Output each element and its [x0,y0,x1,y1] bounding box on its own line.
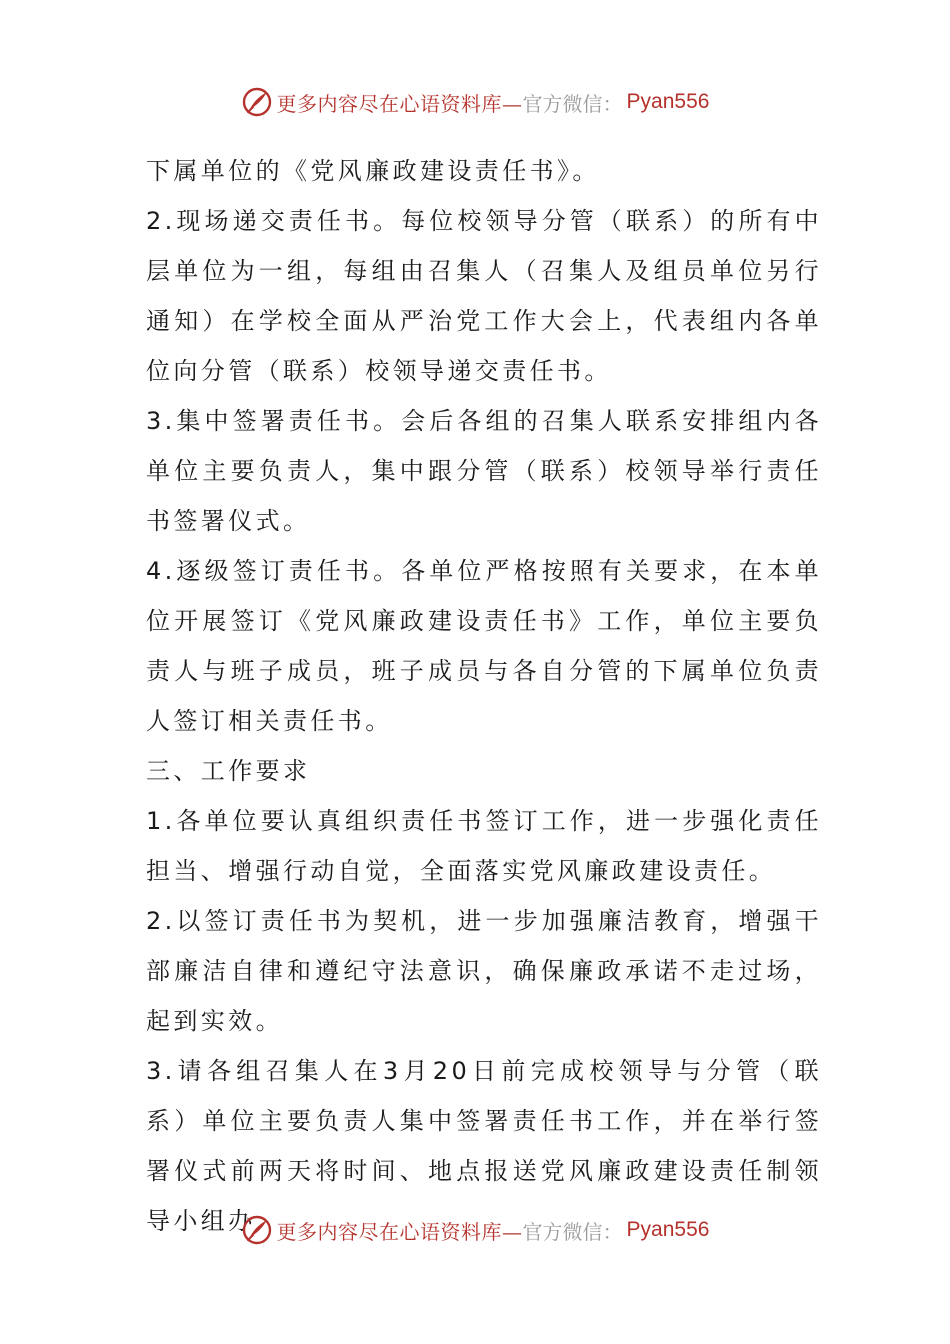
quill-logo-icon [241,86,273,118]
document-body [146,146,822,1246]
paragraph-item-3-sign: 3.集中签署责任书。会后各组的召集人联系安排组内各单位主要负责人，集中跟分管（联系）校领导举行责任书签署仪式。 [146,407,822,535]
wechat-account: Pyan556 [626,1218,710,1241]
site-slogan: 更多内容尽在心语资料库— [276,1219,523,1244]
wechat-account: Pyan556 [626,90,710,113]
footer-banner [0,1210,950,1250]
paragraph-item-4-level-sign: 4.逐级签订责任书。各单位严格按照有关要求，在本单位开展签订《党风廉政建设责任书》工作，单位主要负责人与班子成员，班子成员与各自分管的下属单位负责人签订相关责任书。 [146,557,822,735]
paragraph-requirement-1: 1.各单位要认真组织责任书签订工作，进一步强化责任担当、增强行动自觉，全面落实党风廉政建设责任。 [146,807,822,885]
wechat-label: 官方微信： [522,91,623,116]
paragraph-item-2-submit: 2.现场递交责任书。每位校领导分管（联系）的所有中层单位为一组，每组由召集人（召集人及组员单位另行通知）在学校全面从严治党工作大会上，代表组内各单位向分管（联系）校领导递交责任书。 [146,207,822,385]
wechat-label: 官方微信： [522,1219,623,1244]
header-banner [0,82,950,122]
paragraph-continuation: 下属单位的《党风廉政建设责任书》。 [146,157,600,185]
paragraph-requirement-3: 3.请各组召集人在3月20日前完成校领导与分管（联系）单位主要负责人集中签署责任书工作，并在举行签署仪式前两天将时间、地点报送党风廉政建设责任制领导小组办 [146,1057,822,1235]
quill-logo-icon [241,1214,273,1246]
site-slogan: 更多内容尽在心语资料库— [276,91,523,116]
paragraph-requirement-2: 2.以签订责任书为契机，进一步加强廉洁教育，增强干部廉洁自律和遵纪守法意识，确保廉政承诺不走过场，起到实效。 [146,907,822,1035]
section-heading: 三、工作要求 [146,757,311,785]
